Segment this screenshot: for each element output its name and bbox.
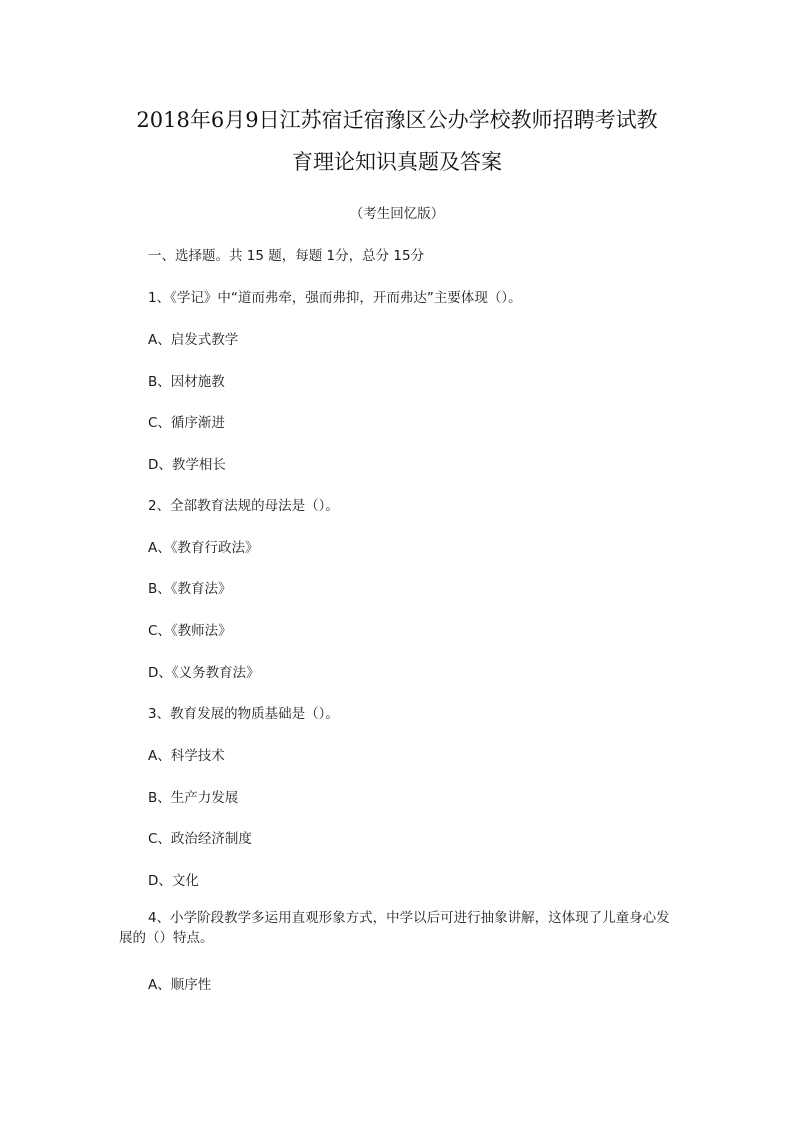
question-stem: 2、全部教育法规的母法是（）。 (148, 498, 339, 514)
document-title-line-1: 2018年6月9日江苏宿迁宿豫区公办学校教师招聘考试教 (136, 108, 658, 132)
option-d: D、文化 (148, 873, 199, 889)
option-b: B、因材施教 (148, 374, 225, 390)
option-d: D、教学相长 (148, 457, 226, 473)
question-stem: 4、小学阶段教学多运用直观形象方式，中学以后可进行抽象讲解，这体现了儿童身心发展的（）特点。 (119, 910, 670, 946)
question-stem: 3、教育发展的物质基础是（）。 (148, 706, 339, 722)
option-d: D、《义务教育法》 (148, 665, 260, 681)
option-a: A、启发式教学 (148, 332, 239, 348)
option-b: B、《教育法》 (148, 581, 232, 597)
option-c: C、《教师法》 (148, 623, 232, 639)
document-title-line-2: 育理论知识真题及答案 (292, 150, 502, 174)
document-subtitle: （考生回忆版） (349, 206, 445, 222)
option-a: A、《教育行政法》 (148, 540, 259, 556)
question-stem: 1、《学记》中“道而弗牵，强而弗抑，开而弗达”主要体现（）。 (148, 290, 522, 306)
option-b: B、生产力发展 (148, 790, 239, 806)
option-a: A、科学技术 (148, 748, 225, 764)
option-c: C、循序渐进 (148, 415, 225, 431)
option-c: C、政治经济制度 (148, 831, 252, 847)
section-heading: 一、选择题。共 15 题，每题 1分，总分 15分 (148, 248, 425, 264)
option-a: A、顺序性 (148, 977, 212, 993)
